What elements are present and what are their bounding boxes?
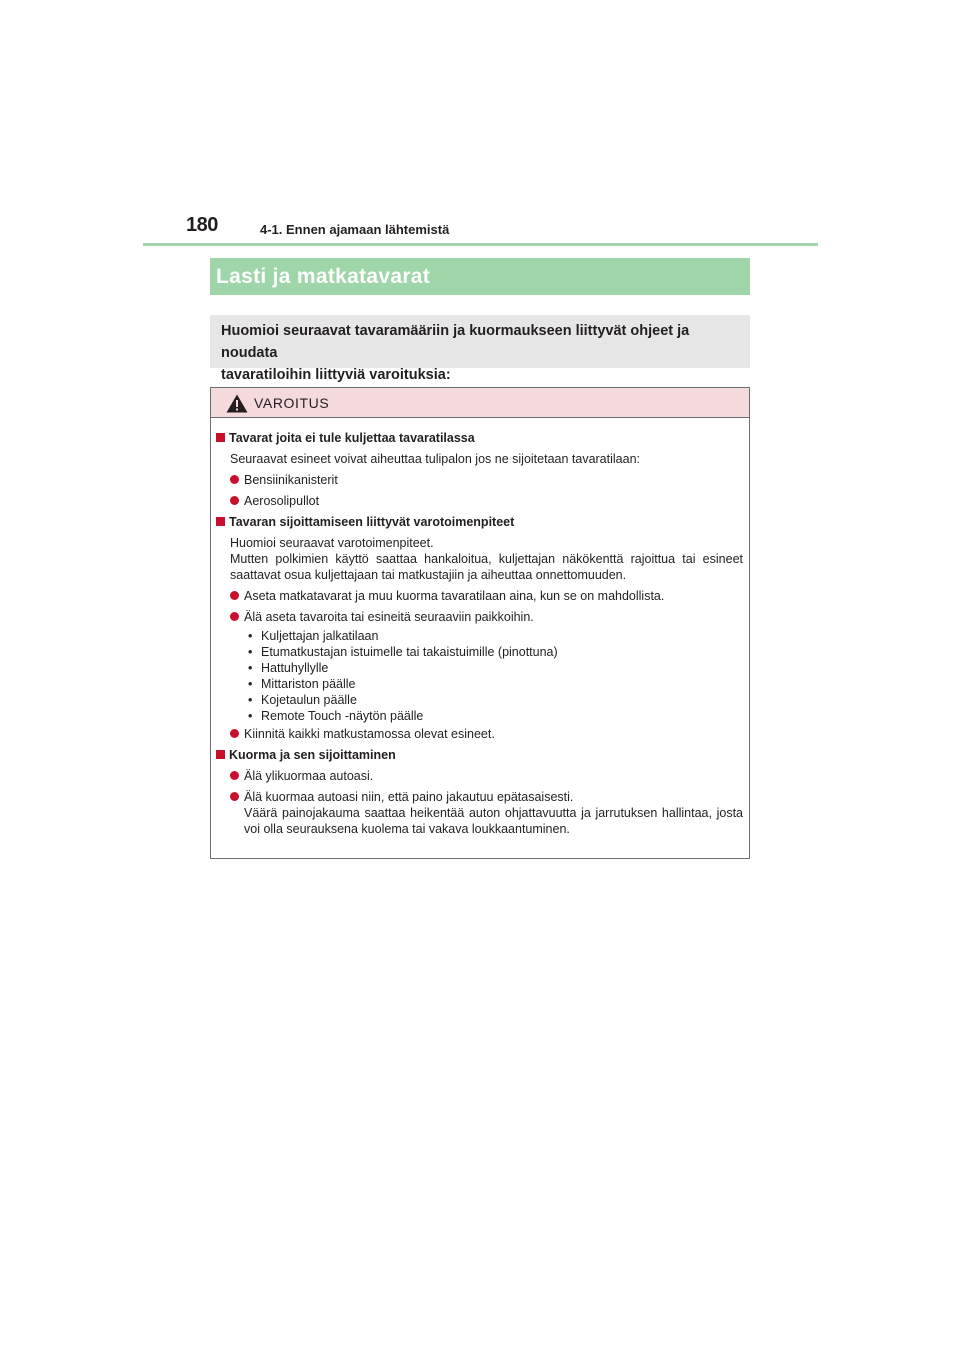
sub-list-item: • Hattuhyllylle	[248, 660, 743, 676]
chapter-label: 4-1. Ennen ajamaan lähtemistä	[260, 222, 450, 237]
red-bullet-icon	[230, 612, 239, 621]
section-title-bar	[210, 258, 750, 295]
warning-text: Seuraavat esineet voivat aiheuttaa tulipalon jos ne sijoitetaan tavaratilaan:	[230, 452, 640, 466]
red-bullet-icon	[230, 729, 239, 738]
header-rule	[143, 243, 818, 246]
intro-line-1: Huomioi seuraavat tavaramääriin ja kuormaukseen liittyvät ohjeet ja noudata	[221, 323, 690, 361]
sub-list-item: • Mittariston päälle	[248, 676, 743, 692]
warning-triangle-icon	[226, 394, 248, 413]
warning-label: VAROITUS	[254, 395, 330, 411]
sub-list-item: • Etumatkustajan istuimelle tai takaistuimille (pinottuna)	[248, 644, 743, 660]
warning-section-heading: Tavaran sijoittamiseen liittyvät varotoimenpiteet	[216, 514, 743, 530]
list-item: Bensiinikanisterit	[230, 472, 743, 488]
intro-line-2: tavaratiloihin liittyviä varoituksia:	[221, 367, 451, 383]
red-square-icon	[216, 750, 225, 759]
red-square-icon	[216, 517, 225, 526]
red-square-icon	[216, 433, 225, 442]
list-item: Aerosolipullot	[230, 493, 743, 509]
list-item: Älä ylikuormaa autoasi.	[230, 768, 743, 784]
list-item: Älä aseta tavaroita tai esineitä seuraaviin paikkoihin.	[230, 609, 743, 625]
red-bullet-icon	[230, 591, 239, 600]
list-item: Aseta matkatavarat ja muu kuorma tavaratilaan aina, kun se on mahdollista.	[230, 588, 743, 604]
page-number: 180	[186, 214, 218, 236]
warning-box	[210, 387, 750, 859]
warning-section-heading: Kuorma ja sen sijoittaminen	[216, 747, 743, 763]
warning-text: Huomioi seuraavat varotoimenpiteet. Mutten polkimien käyttö saattaa hankaloitua, kuljettajan näkökenttä rajoittua tai esineet saattavat osua kuljettajaan tai matkustajiin ja aiheuttaa onnettomuuden.	[230, 536, 743, 582]
sub-list-item: • Remote Touch -näytön päälle	[248, 708, 743, 724]
red-bullet-icon	[230, 792, 239, 801]
red-bullet-icon	[230, 771, 239, 780]
warning-header	[211, 388, 749, 418]
warning-body	[211, 418, 749, 837]
list-item: Kiinnitä kaikki matkustamossa olevat esineet.	[230, 726, 743, 742]
list-item: Älä kuormaa autoasi niin, että paino jakautuu epätasaisesti. Väärä painojakauma saattaa heikentää auton ohjattavuutta ja jarrutuksen hallintaa, josta voi olla seurauksena kuolema tai vakava loukkaantuminen.	[230, 789, 743, 837]
red-bullet-icon	[230, 496, 239, 505]
sub-list-item: • Kuljettajan jalkatilaan	[248, 628, 743, 644]
sub-list	[248, 628, 743, 724]
section-title: Lasti ja matkatavarat	[216, 265, 431, 288]
red-bullet-icon	[230, 475, 239, 484]
sub-list-item: • Kojetaulun päälle	[248, 692, 743, 708]
intro-box	[210, 315, 750, 383]
warning-section-heading: Tavarat joita ei tule kuljettaa tavaratilassa	[216, 430, 743, 446]
